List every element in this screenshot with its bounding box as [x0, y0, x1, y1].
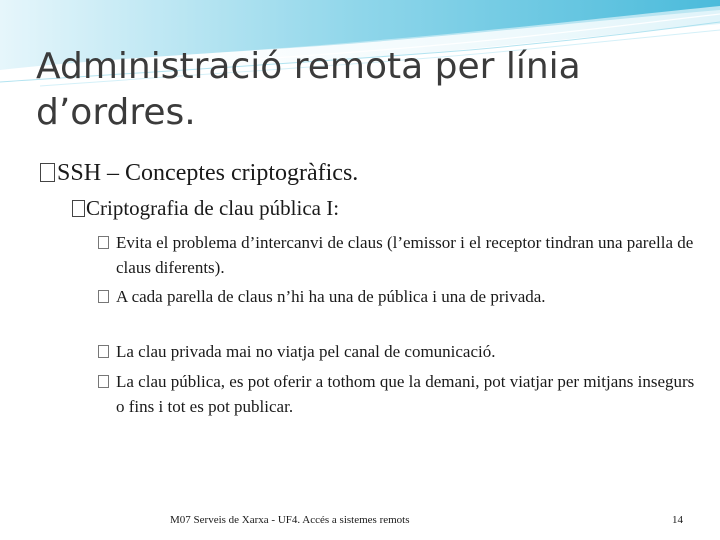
bullet-box-icon [98, 236, 109, 249]
page-number: 14 [672, 514, 683, 526]
bullet-level2-text: Criptografia de clau pública I: [86, 196, 340, 220]
bullet-level2 [72, 195, 339, 222]
bullet-box-icon [40, 163, 55, 182]
bullet-box-icon [98, 290, 109, 303]
bullet-level3-item [98, 339, 698, 364]
bullet-level1-text: SSH – Conceptes criptogràfics. [57, 160, 359, 186]
bullet-box-icon [98, 375, 109, 388]
bullet-level3-item [98, 369, 698, 419]
bullet-level3-text: La clau privada mai no viatja pel canal de comunicació. [116, 342, 496, 361]
slide-title-line1: Administració remota per línia [36, 46, 581, 87]
bullet-box-icon [98, 345, 109, 358]
bullet-level3-text: Evita el problema d’intercanvi de claus (l’emissor i el receptor tindran una parella de claus diferents). [116, 233, 694, 277]
slide-title-line2: d’ordres. [36, 92, 196, 133]
bullet-level3-text: A cada parella de claus n’hi ha una de pública i una de privada. [116, 287, 546, 306]
bullet-box-icon [72, 200, 85, 217]
bullet-level3-text: La clau pública, es pot oferir a tothom que la demani, pot viatjar per mitjans insegurs o fins i tot es pot publicar. [116, 372, 695, 416]
slide-footer: M07 Serveis de Xarxa - UF4. Accés a sistemes remots [170, 514, 410, 526]
slide-title [36, 44, 676, 136]
bullet-level3-item [98, 230, 698, 280]
bullet-level1 [40, 158, 358, 188]
bullet-level3-item [98, 284, 698, 309]
